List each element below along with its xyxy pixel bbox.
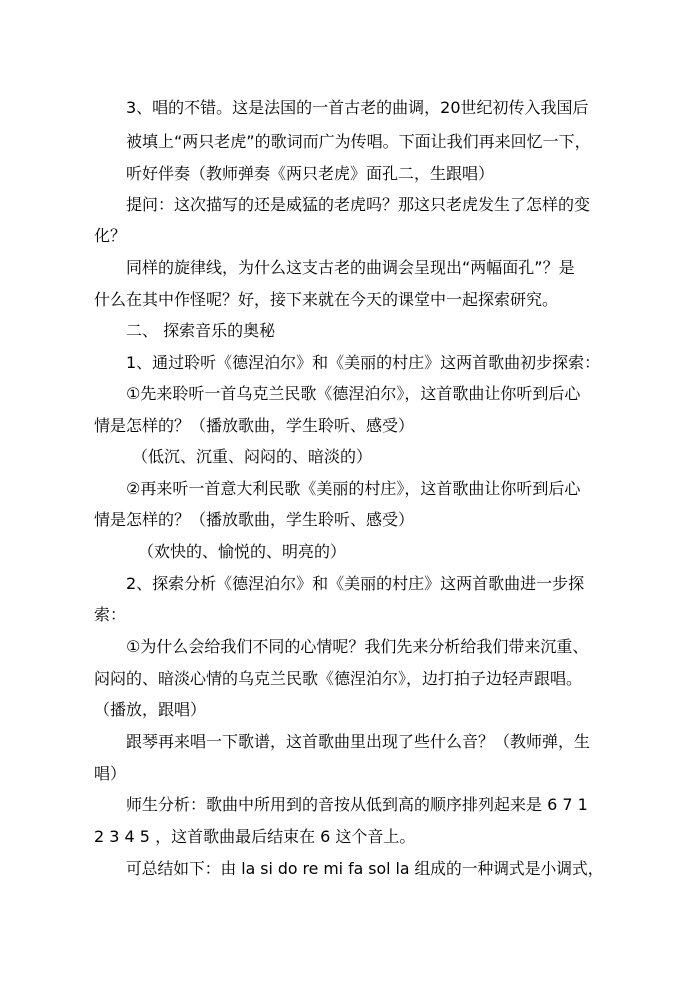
paragraph-line: ②再来听一首意大利民歌《美丽的村庄》，这首歌曲让你听到后心	[126, 479, 581, 498]
paragraph-line: 2 3 4 5 ，这首歌曲最后结束在 6 这个音上。	[94, 827, 416, 846]
paragraph-line: 可总结如下：由 la si do re mi fa sol la 组成的一种调式是小调式，	[126, 859, 604, 878]
paragraph-line: （播放，跟唱）	[94, 700, 207, 719]
paragraph-line: 化？	[94, 226, 127, 245]
paragraph-line: 被填上“两只老虎”的歌词而广为传唱。下面让我们再来回忆一下，	[126, 132, 591, 151]
paragraph-line: 索：	[94, 605, 127, 624]
section-heading: 二、 探索音乐的奥秘	[126, 321, 276, 340]
paragraph-line: 提问：这次描写的还是威猛的老虎吗？那这只老虎发生了怎样的变	[126, 195, 591, 214]
paragraph-line: （欢快的、愉悦的、明亮的）	[138, 542, 347, 561]
paragraph-line: 闷闷的、暗淡心情的乌克兰民歌《德涅泊尔》，边打拍子边轻声跟唱。	[94, 669, 583, 688]
paragraph-line: 同样的旋律线，为什么这支古老的曲调会呈现出“两幅面孔”？是	[126, 258, 575, 277]
paragraph-line: 1、通过聆听《德涅泊尔》和《美丽的村庄》这两首歌曲初步探索：	[126, 353, 601, 372]
paragraph-line: ①先来聆听一首乌克兰民歌《德涅泊尔》，这首歌曲让你听到后心	[126, 384, 581, 403]
paragraph-line: 跟琴再来唱一下歌谱，这首歌曲里出现了些什么音？（教师弹，生	[126, 732, 591, 751]
paragraph-line: （低沉、沉重、闷闷的、暗淡的）	[132, 447, 373, 466]
paragraph-line: 师生分析：歌曲中所用到的音按从低到高的顺序排列起来是 6 7 1	[126, 795, 588, 814]
paragraph-line: 什么在其中作怪呢？好，接下来就在今天的课堂中一起探索研究。	[94, 290, 559, 309]
paragraph-line: 唱）	[94, 764, 127, 783]
paragraph-line: 情是怎样的？（播放歌曲，学生聆听、感受）	[94, 416, 415, 435]
paragraph-line: ①为什么会给我们不同的心情呢？我们先来分析给我们带来沉重、	[126, 637, 589, 656]
paragraph-line: 情是怎样的？（播放歌曲，学生聆听、感受）	[94, 510, 415, 529]
paragraph-line: 2、探索分析《德涅泊尔》和《美丽的村庄》这两首歌曲进一步探	[126, 574, 585, 593]
paragraph-line: 3、唱的不错。这是法国的一首古老的曲调，20世纪初传入我国后	[126, 98, 589, 117]
paragraph-line: 听好伴奏（教师弹奏《两只老虎》面孔二，生跟唱）	[126, 164, 495, 183]
